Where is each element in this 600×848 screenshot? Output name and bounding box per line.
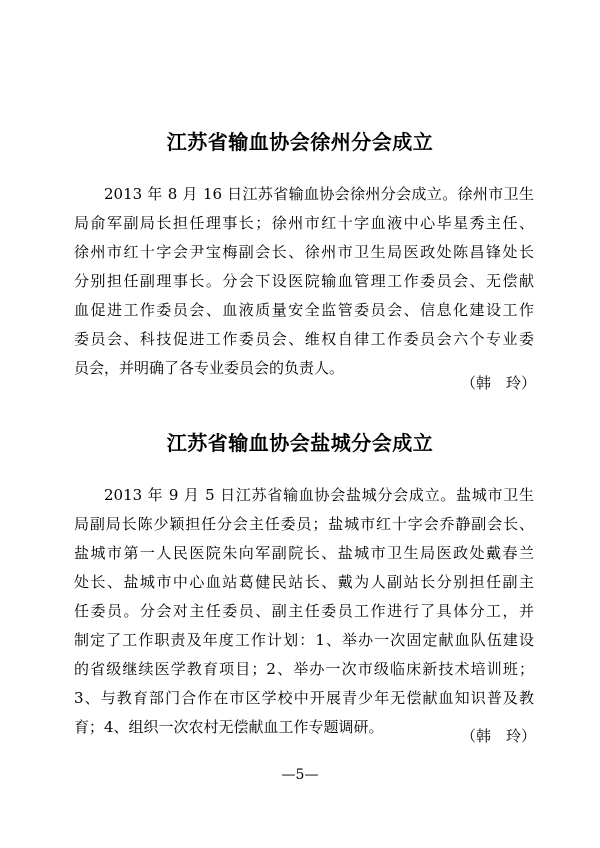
body-line: 盐城市第一人民医院朱向军副院长、盐城市卫生局医政处戴春兰 [74,544,534,562]
body-line: 任委员。分会对主任委员、副主任委员工作进行了具体分工，并 [74,602,534,620]
body-line: 分别担任副理事长。分会下设医院输血管理工作委员会、无偿献 [74,272,534,290]
body-line: 处长、盐城市中心血站葛健民站长、戴为人副站长分别担任副主 [74,573,534,591]
body-line: 徐州市红十字会尹宝梅副会长、徐州市卫生局医政处陈昌锋处长 [74,243,534,261]
body-line: 2013 年 9 月 5 日江苏省输血协会盐城分会成立。盐城市卫生 [104,486,534,504]
body-line: 局副局长陈少颖担任分会主任委员；盐城市红十字会乔静副会长、 [74,515,534,533]
article-author: （韩 玲） [460,374,536,392]
page-number: —5— [281,767,319,783]
article-body [74,481,534,742]
article-title: 江苏省输血协会徐州分会成立 [166,130,434,154]
body-line: 血促进工作委员会、血液质量安全监管委员会、信息化建设工作 [74,301,534,319]
body-line: 制定了工作职责及年度工作计划：1、举办一次固定献血队伍建设 [74,631,534,649]
body-line: 委员会、科技促进工作委员会、维权自律工作委员会六个专业委 [74,330,534,348]
article-author: （韩 玲） [460,727,536,745]
body-line: 员会，并明确了各专业委员会的负责人。 [74,359,345,377]
body-line: 2013 年 8 月 16 日江苏省输血协会徐州分会成立。徐州市卫生 [104,185,534,203]
body-line: 3、与教育部门合作在市区学校中开展青少年无偿献血知识普及教 [74,689,534,707]
body-line: 育；4、组织一次农村无偿献血工作专题调研。 [74,718,384,736]
body-line: 局俞军副局长担任理事长；徐州市红十字血液中心毕星秀主任、 [74,214,534,232]
article-title: 江苏省输血协会盐城分会成立 [166,431,434,455]
article-body [74,180,534,383]
body-line: 的省级继续医学教育项目；2、举办一次市级临床新技术培训班； [74,660,534,678]
